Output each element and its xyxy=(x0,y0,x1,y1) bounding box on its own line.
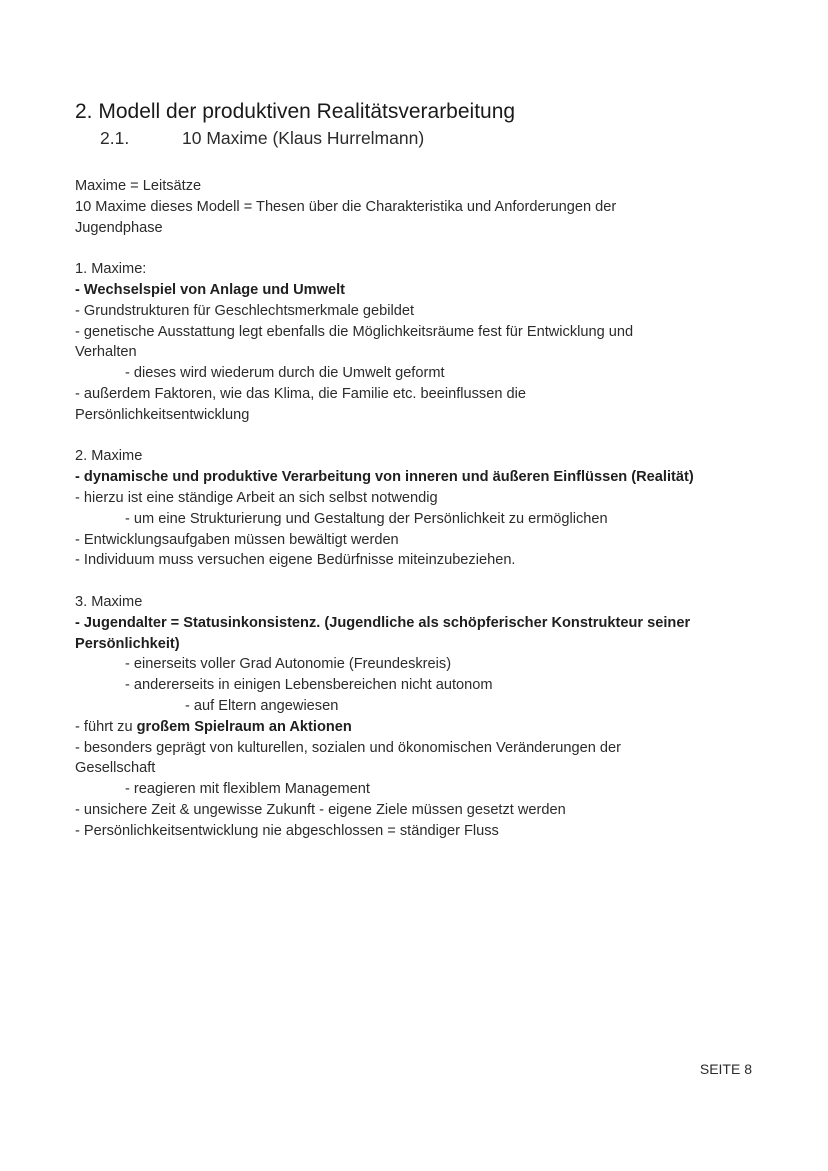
subsection-title: 10 Maxime (Klaus Hurrelmann) xyxy=(182,128,425,148)
maxime-2-line: - um eine Strukturierung und Gestaltung der Persönlichkeit zu ermöglichen xyxy=(125,510,608,527)
document-body xyxy=(75,176,735,842)
maxime-1-line: - Wechselspiel von Anlage und Umwelt xyxy=(75,281,346,298)
maxime-2-line: - Individuum muss versuchen eigene Bedürfnisse miteinzubeziehen. xyxy=(75,552,516,569)
maxime-2-line: - hierzu ist eine ständige Arbeit an sich selbst notwendig xyxy=(75,489,438,506)
subsection-heading xyxy=(100,128,424,149)
maxime-1-line: - dieses wird wiederum durch die Umwelt geformt xyxy=(125,365,445,382)
maxime-3-line-prefix: - führt zu xyxy=(75,718,137,735)
intro-line: Maxime = Leitsätze xyxy=(75,178,202,194)
maxime-2-line: - Entwicklungsaufgaben müssen bewältigt werden xyxy=(75,531,399,548)
maxime-3-line: Gesellschaft xyxy=(75,760,156,777)
maxime-1-line: Persönlichkeitsentwicklung xyxy=(75,406,250,423)
maxime-3-line: Persönlichkeit) xyxy=(75,635,180,652)
maxime-1-line: - Grundstrukturen für Geschlechtsmerkmale gebildet xyxy=(75,302,415,319)
intro-line: Jugendphase xyxy=(75,219,163,236)
maxime-3-line: - andererseits in einigen Lebensbereichen nicht autonom xyxy=(125,677,493,694)
maxime-1-line: - außerdem Faktoren, wie das Klima, die Familie etc. beeinflussen die xyxy=(75,385,526,402)
page-number: SEITE 8 xyxy=(699,1061,752,1077)
maxime-3-line: - Jugendalter = Statusinkonsistenz. (Jugendliche als schöpferischer Konstrukteur seiner xyxy=(75,614,691,631)
subsection-number: 2.1. xyxy=(100,128,130,148)
maxime-3-title: 3. Maxime xyxy=(75,593,143,610)
section-heading: 2. Modell der produktiven Realitätsverarbeitung xyxy=(75,100,516,123)
maxime-3-line: - einerseits voller Grad Autonomie (Freundeskreis) xyxy=(125,656,452,673)
maxime-3-line: - Persönlichkeitsentwicklung nie abgeschlossen = ständiger Fluss xyxy=(75,822,499,839)
maxime-3-line: - auf Eltern angewiesen xyxy=(185,697,339,714)
maxime-3-line: - besonders geprägt von kulturellen, sozialen und ökonomischen Veränderungen der xyxy=(75,739,622,756)
maxime-3-line-emphasis: großem Spielraum an Aktionen xyxy=(136,718,352,735)
maxime-1-title: 1. Maxime: xyxy=(75,261,147,278)
maxime-2-line: - dynamische und produktive Verarbeitung von inneren und äußeren Einflüssen (Realität) xyxy=(75,469,694,486)
maxime-3-line: - unsichere Zeit & ungewisse Zukunft - eigene Ziele müssen gesetzt werden xyxy=(75,801,566,818)
maxime-3-line xyxy=(75,717,735,738)
maxime-2-title: 2. Maxime xyxy=(75,448,143,465)
maxime-1-line: - genetische Ausstattung legt ebenfalls die Möglichkeitsräume fest für Entwicklung und xyxy=(75,323,634,340)
maxime-3-line: - reagieren mit flexiblem Management xyxy=(125,781,370,798)
maxime-1-line: Verhalten xyxy=(75,344,137,361)
intro-line: 10 Maxime dieses Modell = Thesen über die Charakteristika und Anforderungen der xyxy=(75,198,617,215)
